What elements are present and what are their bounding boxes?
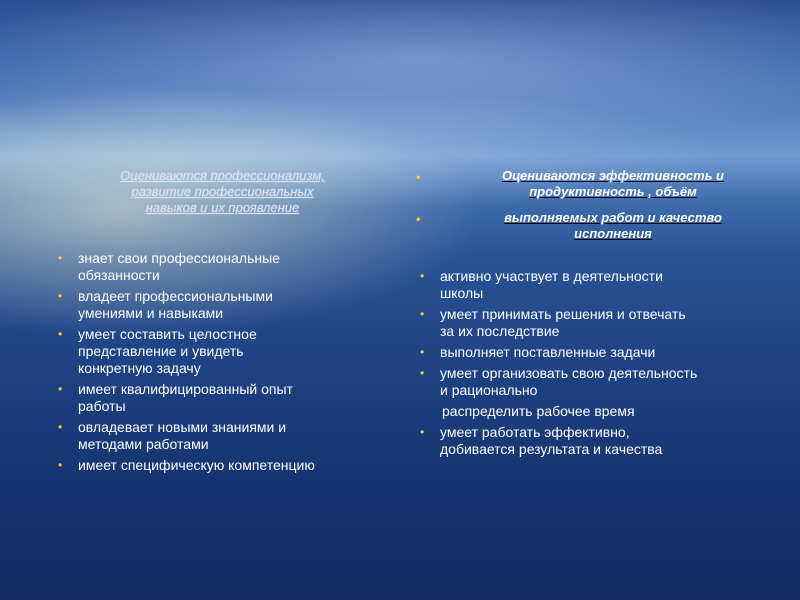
item-line: умеет принимать решения и отвечать bbox=[440, 306, 686, 322]
heading-line: продуктивность , объём bbox=[529, 184, 697, 199]
list-item bbox=[412, 365, 784, 399]
heading-line: выполняемых работ и качество bbox=[504, 210, 722, 225]
bullet-icon: • bbox=[58, 420, 63, 434]
bullet-icon: • bbox=[58, 382, 63, 396]
bullet-icon: • bbox=[58, 289, 63, 303]
right-bullet-list bbox=[412, 268, 784, 399]
item-line: овладевает новыми знаниями и bbox=[78, 419, 287, 435]
right-heading-list bbox=[412, 168, 784, 242]
left-heading-line: развитие профессиональных bbox=[131, 184, 314, 199]
item-line: школы bbox=[440, 285, 484, 301]
bullet-icon: • bbox=[416, 212, 421, 226]
item-line: конкретную задачу bbox=[78, 360, 201, 376]
item-line: имеет специфическую компетенцию bbox=[78, 457, 315, 473]
heading-line: Оцениваются эффективность и bbox=[502, 168, 724, 183]
right-heading-item bbox=[412, 210, 784, 242]
bullet-icon: • bbox=[58, 327, 63, 341]
right-heading-item bbox=[412, 168, 784, 200]
left-bullet-list bbox=[50, 250, 395, 474]
left-heading-line: навыков и их проявление bbox=[145, 200, 300, 215]
item-line: умеет организовать свою деятельность bbox=[440, 365, 698, 381]
item-line: владеет профессиональными bbox=[78, 288, 273, 304]
item-line: умениями и навыками bbox=[78, 305, 224, 321]
left-heading bbox=[50, 168, 395, 216]
left-heading-line: Оцениваются профессионализм, bbox=[120, 168, 325, 183]
item-line: умеет работать эффективно, bbox=[440, 424, 630, 440]
bullet-icon: • bbox=[420, 366, 425, 380]
item-line: активно участвует в деятельности bbox=[440, 268, 663, 284]
list-item bbox=[412, 344, 784, 361]
list-item bbox=[50, 250, 395, 284]
item-line: добивается результата и качества bbox=[440, 441, 663, 457]
list-item bbox=[50, 326, 395, 377]
list-item bbox=[412, 306, 784, 340]
left-column bbox=[50, 168, 395, 478]
list-item bbox=[412, 424, 784, 458]
bullet-icon: • bbox=[58, 251, 63, 265]
item-line: выполняет поставленные задачи bbox=[440, 344, 656, 360]
item-line: методами работами bbox=[78, 436, 209, 452]
bullet-icon: • bbox=[58, 458, 63, 472]
bullet-icon: • bbox=[416, 170, 421, 184]
right-bullet-list-after bbox=[412, 424, 784, 458]
list-item bbox=[412, 268, 784, 302]
continuation-line: распределить рабочее время bbox=[442, 403, 635, 419]
bullet-icon: • bbox=[420, 307, 425, 321]
heading-line: исполнения bbox=[574, 226, 652, 241]
item-line: обязанности bbox=[78, 267, 160, 283]
list-item bbox=[50, 288, 395, 322]
item-line: умеет составить целостное bbox=[78, 326, 257, 342]
list-item bbox=[50, 419, 395, 453]
list-item bbox=[50, 457, 395, 474]
bullet-icon: • bbox=[420, 425, 425, 439]
item-line: работы bbox=[78, 398, 126, 414]
bullet-icon: • bbox=[420, 269, 425, 283]
item-line: и рационально bbox=[440, 382, 538, 398]
item-line: имеет квалифицированный опыт bbox=[78, 381, 293, 397]
right-column bbox=[412, 168, 784, 462]
item-line: знает свои профессиональные bbox=[78, 250, 280, 266]
item-line: за их последствие bbox=[440, 323, 560, 339]
item-line: представление и увидеть bbox=[78, 343, 244, 359]
bullet-icon: • bbox=[420, 345, 425, 359]
list-item bbox=[50, 381, 395, 415]
